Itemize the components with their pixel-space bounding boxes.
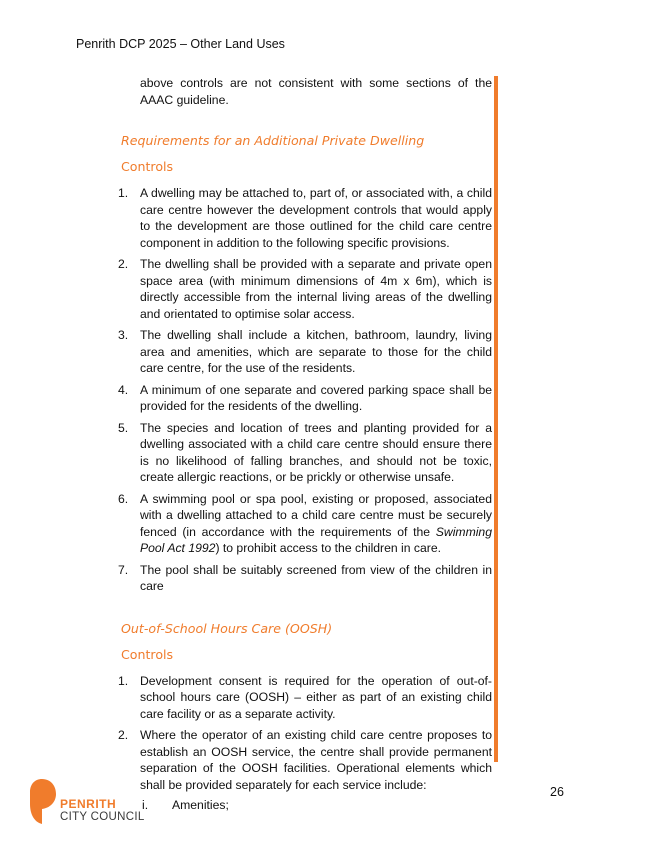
list-item-text: Where the operator of an existing child care centre proposes to establish an OOSH service, the centre shall provide permanent separation of the OOSH facilities. Operational elements which shall be provided separately for each service include: <box>140 728 492 792</box>
list-item <box>118 382 492 415</box>
logo-mark-icon <box>28 778 58 826</box>
list-item <box>118 420 492 486</box>
page-header: Penrith DCP 2025 – Other Land Uses <box>76 37 285 51</box>
list-item-number: 2. <box>118 257 129 271</box>
council-logo <box>28 778 188 828</box>
section-heading-oosh: Out-of-School Hours Care (OOSH) <box>121 620 333 636</box>
list-item <box>118 562 492 595</box>
section-subheading-controls: Controls <box>121 646 174 662</box>
sub-list-item-text: Amenities; <box>172 798 229 812</box>
logo-text-secondary: CITY COUNCIL <box>60 811 145 823</box>
list-item <box>118 673 492 723</box>
margin-accent-bar <box>494 76 498 762</box>
section-subheading-controls: Controls <box>121 159 174 174</box>
controls-list-additional-dwelling <box>118 185 492 595</box>
list-item-number: 3. <box>118 328 129 342</box>
list-item-number: 5. <box>118 420 129 435</box>
main-content <box>118 75 492 819</box>
list-item-text: The pool shall be suitably screened from view of the children in care <box>140 562 492 593</box>
list-item-text-part: A swimming pool or spa pool, existing or proposed, associated with a dwelling attached to a child care centre must be securely fenced (in accordance with the requirements of the <box>140 491 492 539</box>
sub-list-item <box>140 797 492 814</box>
section-heading-additional-dwelling: Requirements for an Additional Private Dwelling <box>121 133 425 148</box>
list-item-text: The dwelling shall be provided with a separate and private open space area (with minimum dimensions of 4m x 6m), which is directly accessible from the internal living areas of the dwelling and orientated to optimise solar access. <box>140 257 492 321</box>
list-item-number: 7. <box>118 562 129 577</box>
page-number: 26 <box>550 785 564 799</box>
list-item-text: The species and location of trees and planting provided for a dwelling associated with a child care centre should ensure there is no likelihood of falling branches, and should not be toxic, create allergic reactions, or be prickly or otherwise unsafe. <box>140 420 492 484</box>
list-item-text: Development consent is required for the operation of out-of-school hours care (OOSH) – either as part of an existing child care facility or as a separate activity. <box>140 673 492 721</box>
list-item <box>118 185 492 251</box>
list-item-text: The dwelling shall include a kitchen, bathroom, laundry, living area and amenities, which are separate to those for the child care centre, for the use of the residents. <box>140 328 492 375</box>
list-item-number: 1. <box>118 186 129 200</box>
list-item <box>118 256 492 322</box>
sub-list-item-number: i. <box>142 798 149 812</box>
list-item-text: A dwelling may be attached to, part of, or associated with, a child care centre however the development controls that would apply to the development are those outlined for the child care centre component in addition to the following specific provisions. <box>140 186 492 250</box>
act-citation: Swimming Pool Act 1992 <box>140 524 492 555</box>
list-item <box>118 491 492 557</box>
logo-text-primary: PENRITH <box>60 797 117 811</box>
list-item-number: 1. <box>118 673 129 688</box>
list-item <box>118 327 492 377</box>
list-item-text-part: ) to prohibit access to the children in care. <box>215 541 442 555</box>
list-item-number: 4. <box>118 382 129 397</box>
list-item-text: A minimum of one separate and covered parking space shall be provided for the residents of the dwelling. <box>140 382 492 413</box>
intro-paragraph: above controls are not consistent with some sections of the AAAC guideline. <box>140 76 492 107</box>
list-item-number: 2. <box>118 728 129 742</box>
list-item-number: 6. <box>118 491 129 506</box>
